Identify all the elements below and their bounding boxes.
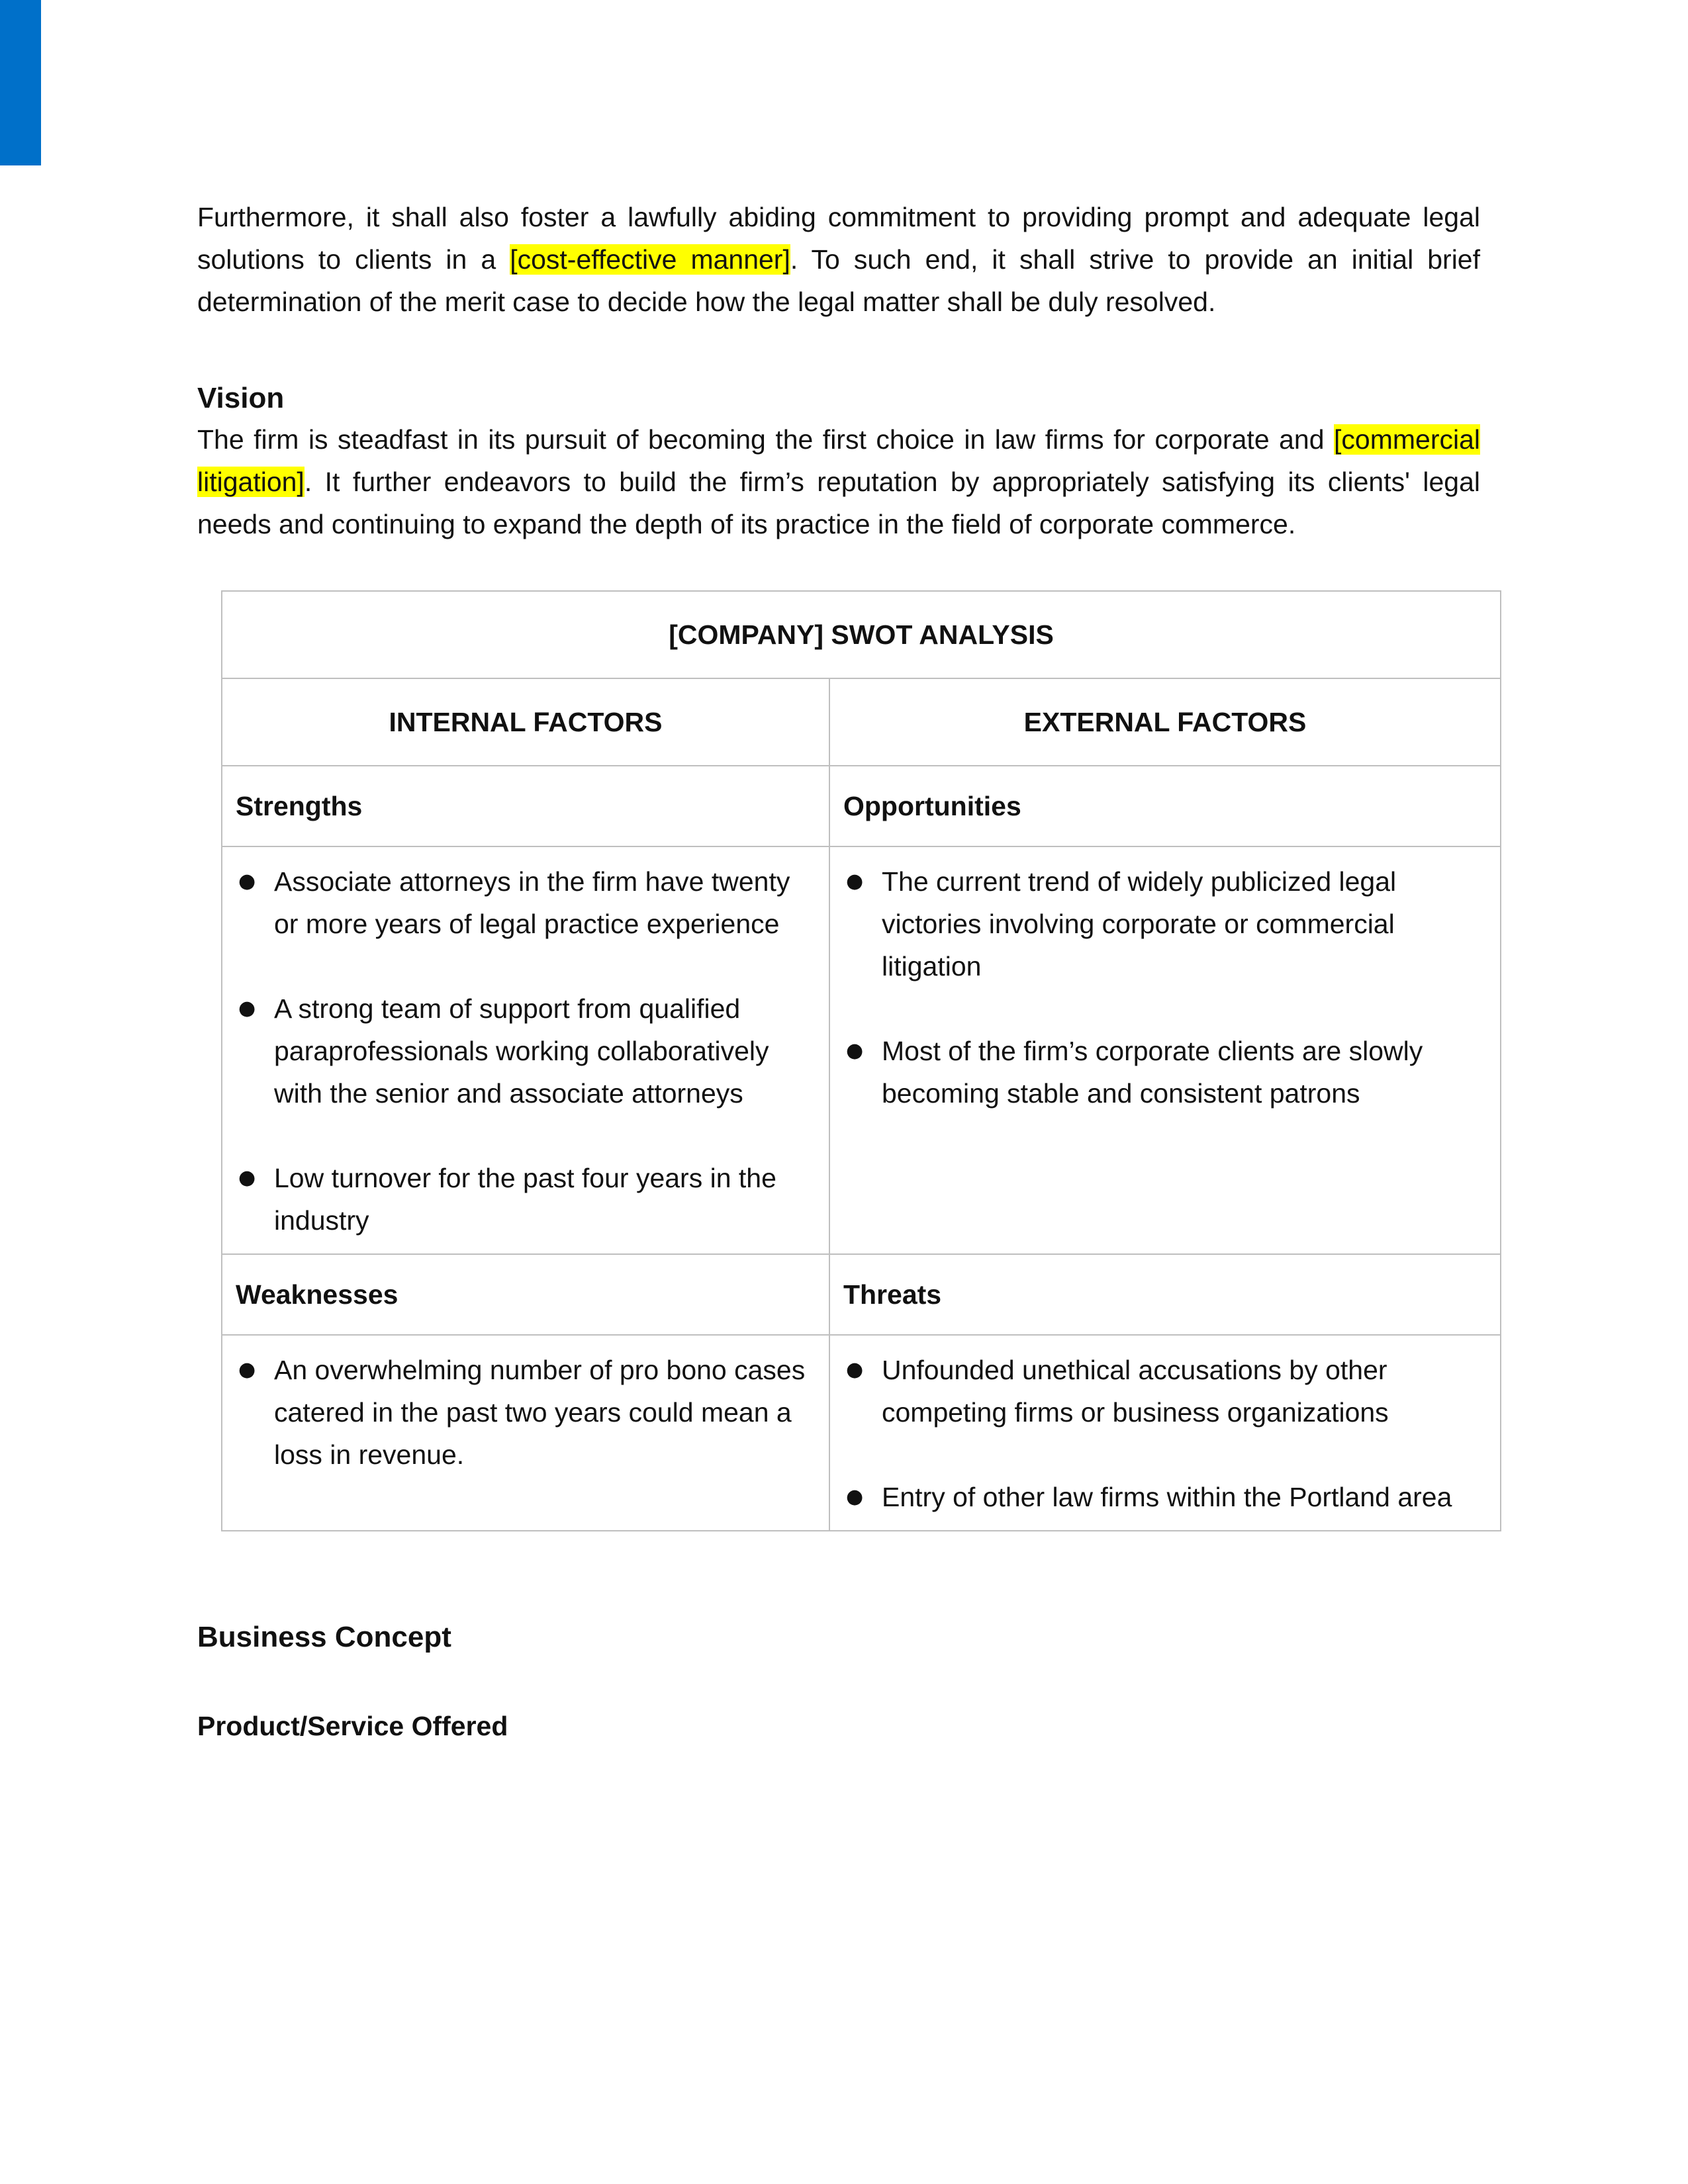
list-item: ● Unfounded unethical accusations by other competing firms or business organizations [843,1349,1487,1433]
accent-bar [0,0,41,165]
swot-title: [COMPANY] SWOT ANALYSIS [222,591,1501,678]
intro-text-after: . To such end, it shall strive to provide an initial brief determination of the merit case to decide how the legal matter shall be duly resolved. [197,244,1481,317]
list-item: ● An overwhelming number of pro bono cases catered in the past two years could mean a loss in revenue. [236,1349,816,1476]
opportunities-cell [829,846,1501,1254]
document-page [197,196,1480,1745]
internal-factors-header: INTERNAL FACTORS [222,678,829,766]
external-factors-header: EXTERNAL FACTORS [829,678,1501,766]
product-service-heading: Product/Service Offered [197,1711,508,1741]
highlight-cost-effective: [cost-effective manner] [510,244,790,275]
swot-table [221,590,1501,1531]
strengths-label: Strengths [222,766,829,846]
vision-paragraph [197,418,1480,545]
vision-text-before: The firm is steadfast in its pursuit of becoming the first choice in law firms for corporate and [197,424,1335,455]
opportunities-label: Opportunities [829,766,1501,846]
weaknesses-list [222,1336,829,1488]
threats-cell [829,1335,1501,1531]
vision-heading: Vision [197,382,285,414]
strengths-cell [222,846,829,1254]
highlight-commercial-litigation: [commercial litigation] [197,424,1480,497]
list-item: ● Entry of other law firms within the Portland area [843,1476,1487,1518]
list-item: ● Low turnover for the past four years in the industry [236,1157,816,1242]
threats-list [830,1336,1500,1530]
list-item: ● Associate attorneys in the firm have twenty or more years of legal practice experience [236,860,816,945]
weaknesses-label: Weaknesses [222,1254,829,1335]
vision-text-after: . It further endeavors to build the firm’s reputation by appropriately satisfying its clients' legal needs and continuing to expand the depth of its practice in the field of corporate commerce. [197,467,1480,539]
list-item: ● A strong team of support from qualified paraprofessionals working collaboratively with the senior and associate attorneys [236,987,816,1115]
intro-text-before: Furthermore, it shall also foster a lawfully abiding commitment to providing prompt and adequate legal solutions to clients in a [197,202,1480,275]
threats-label: Threats [829,1254,1501,1335]
intro-paragraph [197,196,1480,323]
business-concept-heading: Business Concept [197,1621,451,1653]
list-item: ● The current trend of widely publicized legal victories involving corporate or commercial litigation [843,860,1487,987]
list-item: ● Most of the firm’s corporate clients are slowly becoming stable and consistent patrons [843,1030,1487,1115]
strengths-list [222,847,829,1253]
opportunities-list [830,847,1500,1126]
weaknesses-cell [222,1335,829,1531]
